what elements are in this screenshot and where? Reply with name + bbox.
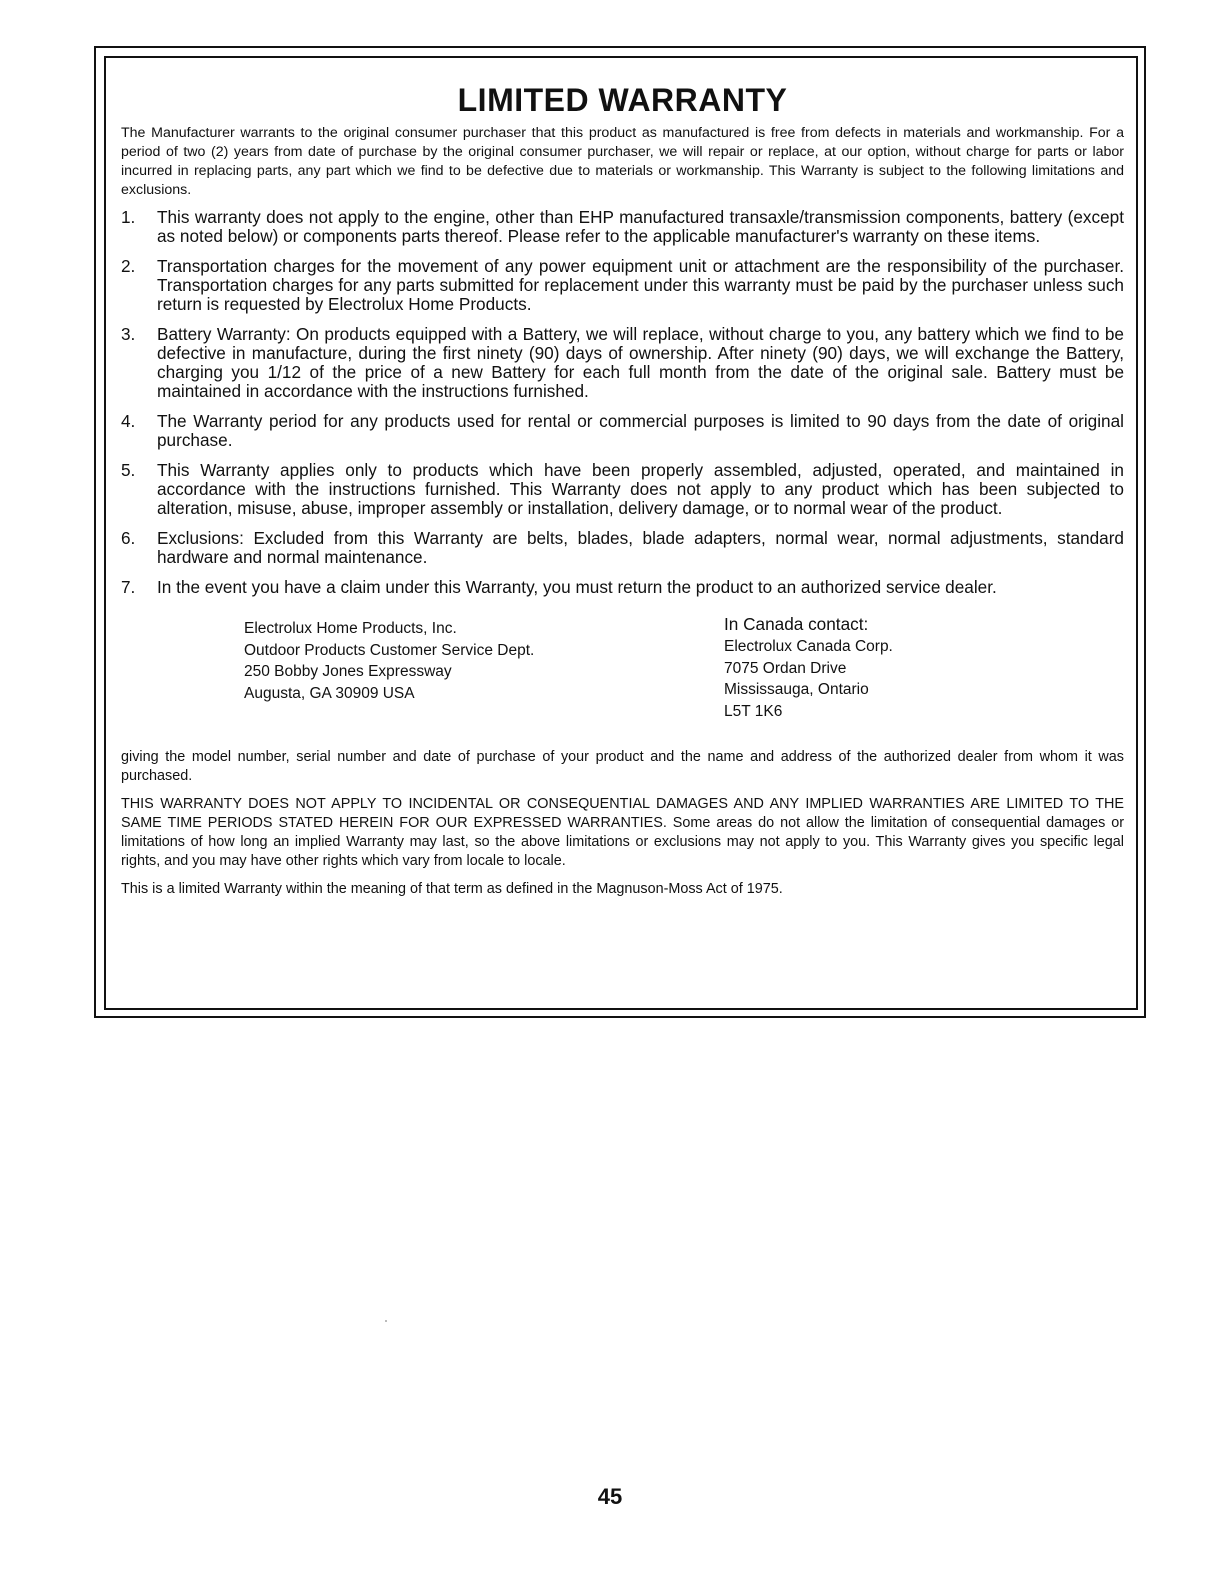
- term-number: 4.: [121, 411, 136, 431]
- term-item: [121, 325, 1124, 401]
- page-number: 45: [597, 1484, 623, 1509]
- term-item: [121, 412, 1124, 450]
- term-text: This warranty does not apply to the engine, other than EHP manufactured transaxle/transmission components, battery (except as noted below) or components parts thereof. Please refer to the applicable manufacturer's warranty on these items.: [157, 207, 1124, 246]
- term-item: [121, 578, 1124, 597]
- term-text: Exclusions: Excluded from this Warranty are belts, blades, blade adapters, normal wear, normal adjustments, standard hardware and normal maintenance.: [157, 528, 1124, 567]
- us-address-line: Augusta, GA 30909 USA: [244, 684, 415, 702]
- disclaimer-paragraph: THIS WARRANTY DOES NOT APPLY TO INCIDENTAL OR CONSEQUENTIAL DAMAGES AND ANY IMPLIED WARRANTIES ARE LIMITED TO THE SAME TIME PERIODS STATED HEREIN FOR OUR EXPRESSED WARRANTIES. Some areas do not allow the limitation of consequential damages or limitations of how long an implied Warranty may last, so the above limitations or exclusions may not apply to you. This Warranty gives you specific legal rights, and you may have other rights which vary from locale to locale.: [121, 796, 1124, 869]
- us-address-line: 250 Bobby Jones Expressway: [244, 663, 452, 680]
- term-text: Transportation charges for the movement of any power equipment unit or attachment are the responsibility of the purchaser. Transportation charges for any parts submitted for replacement under this warranty must be paid by the purchaser unless such return is requested by Electrolux Home Products.: [157, 256, 1124, 314]
- term-item: [121, 257, 1124, 314]
- canada-address-line: L5T 1K6: [724, 702, 783, 720]
- term-number: 6.: [121, 528, 136, 548]
- scan-speck: [385, 1320, 387, 1322]
- intro-paragraph: The Manufacturer warrants to the original consumer purchaser that this product as manufactured is free from defects in materials and workmanship. For a period of two (2) years from date of purchase by the original consumer purchaser, we will repair or replace, at our option, without charge for parts or labor incurred in replacing parts, any part which we find to be defective due to materials or workmanship. This Warranty is subject to the following limitations and exclusions.: [121, 125, 1124, 198]
- us-address-line: Outdoor Products Customer Service Dept.: [244, 641, 535, 659]
- canada-address-line: 7075 Ordan Drive: [724, 659, 847, 677]
- term-item: [121, 461, 1124, 518]
- terms-list: [121, 208, 1124, 597]
- us-address-line: Electrolux Home Products, Inc.: [244, 620, 457, 637]
- warranty-content: [121, 82, 1124, 908]
- term-number: 7.: [121, 577, 136, 597]
- canada-address-line: Mississauga, Ontario: [724, 681, 869, 698]
- closing-paragraph: giving the model number, serial number and date of purchase of your product and the name and address of the authorized dealer from whom it was purchased.: [121, 749, 1124, 784]
- term-number: 2.: [121, 256, 136, 276]
- magnuson-moss-note: This is a limited Warranty within the meaning of that term as defined in the Magnuson-Moss Act of 1975.: [121, 881, 783, 897]
- canada-heading: In Canada contact:: [724, 614, 869, 634]
- term-number: 5.: [121, 460, 136, 480]
- term-number: 3.: [121, 324, 136, 344]
- canada-address: [724, 612, 893, 722]
- term-number: 1.: [121, 207, 136, 227]
- term-text: This Warranty applies only to products which have been properly assembled, adjusted, operated, and maintained in accordance with the instructions furnished. This Warranty does not apply to any product which has been subjected to alteration, misuse, abuse, improper assembly or installation, delivery damage, or to normal wear of the product.: [157, 460, 1124, 518]
- canada-address-line: Electrolux Canada Corp.: [724, 638, 893, 655]
- page-title: LIMITED WARRANTY: [457, 82, 788, 118]
- term-text: In the event you have a claim under this Warranty, you must return the product to an authorized service dealer.: [157, 577, 997, 597]
- us-address: [244, 618, 534, 704]
- contact-addresses: [121, 608, 1124, 748]
- term-item: [121, 529, 1124, 567]
- term-item: [121, 208, 1124, 246]
- term-text: Battery Warranty: On products equipped with a Battery, we will replace, without charge to you, any battery which we find to be defective in manufacture, during the first ninety (90) days of ownership. After ninety (90) days, we will exchange the Battery, charging you 1/12 of the price of a new Battery for each full month from the date of the original sale. Battery must be maintained in accordance with the instructions furnished.: [157, 324, 1124, 401]
- term-text: The Warranty period for any products used for rental or commercial purposes is limited to 90 days from the date of original purchase.: [157, 411, 1124, 450]
